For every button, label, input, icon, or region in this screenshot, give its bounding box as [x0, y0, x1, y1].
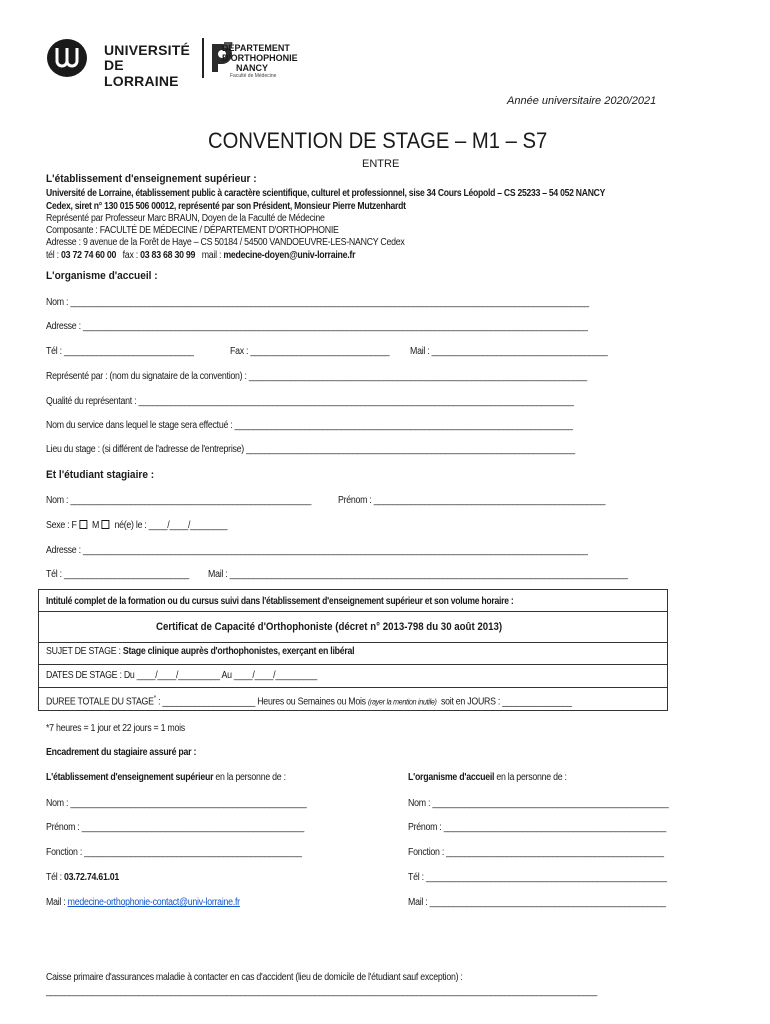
note-heures: *7 heures = 1 jour et 22 jours = 1 mois	[46, 723, 185, 734]
duree-totale-field[interactable]	[46, 695, 572, 707]
etudiant-mail-field[interactable]: Mail : ______________________________________________________________________________________	[208, 569, 628, 580]
etablissement-line-2: Cedex, siret n° 130 015 506 00012, représenté par son Président, Monsieur Pierre Mutzenhardt	[46, 201, 406, 212]
univ-logo-line-1: UNIVERSITÉ	[104, 42, 191, 58]
formation-divider-4	[39, 687, 667, 688]
formation-divider-1	[39, 611, 667, 612]
encadrement-heading: Encadrement du stagiaire assuré par :	[46, 747, 197, 758]
tuteur-org-prenom-field[interactable]: Prénom : ________________________________________________	[408, 822, 667, 833]
dates-de-stage-field[interactable]: DATES DE STAGE : Du ____/____/_________ Au ____/____/_________	[46, 670, 317, 681]
mail-label: Mail :	[46, 897, 68, 908]
etablissement-line-5: Adresse : 9 avenue de la Forêt de Haye – CS 50184 / 54500 VANDOEUVRE-LES-NANCY Cedex	[46, 237, 405, 248]
sexe-m-checkbox[interactable]	[102, 520, 110, 529]
tel-label: Tél :	[46, 872, 64, 883]
right-heading-bold: L'organisme d'accueil	[408, 772, 495, 783]
sexe-f-checkbox[interactable]	[79, 520, 87, 529]
tuteur-org-tel-field[interactable]: Tél : ____________________________________________________	[408, 872, 667, 883]
academic-year: Année universitaire 2020/2021	[507, 95, 657, 107]
etudiant-sexe-line	[46, 520, 227, 531]
dept-logo-line-1: DÉPARTEMENT	[222, 43, 290, 53]
organisme-represente-field[interactable]: Représenté par : (nom du signataire de la convention) : _________________________________________________________________________	[46, 371, 587, 382]
duree-jours-field[interactable]: soit en JOURS : _______________	[436, 696, 572, 708]
etudiant-tel-field[interactable]: Tél : ___________________________	[46, 569, 189, 580]
caisse-field[interactable]: _______________________________________________________________________________________________________________________	[46, 986, 597, 997]
dept-logo-line-3: NANCY	[236, 63, 269, 73]
tuteur-org-fonction-field[interactable]: Fonction : _______________________________________________	[408, 847, 664, 858]
etudiant-heading: Et l'étudiant stagiaire :	[46, 469, 155, 481]
organisme-lieu-field[interactable]: Lieu du stage : (si différent de l'adresse de l'entreprise) _______________________________________________________________________	[46, 444, 575, 455]
etablissement-heading: L'établissement d'enseignement supérieur :	[46, 173, 257, 185]
caisse-label: Caisse primaire d'assurances maladie à contacter en cas d'accident (lieu de domicile de l'étudiant sauf exception) :	[46, 972, 463, 983]
organisme-mail-field[interactable]: Mail : ______________________________________	[410, 346, 608, 357]
encadrement-right-heading	[408, 772, 567, 783]
fax-label: fax :	[116, 250, 141, 261]
page-title: CONVENTION DE STAGE – M1 – S7	[208, 128, 548, 153]
tuteur-org-mail-field[interactable]: Mail : ___________________________________________________	[408, 897, 666, 908]
tuteur-etab-tel	[46, 872, 119, 883]
organisme-nom-field[interactable]: Nom : ________________________________________________________________________________________________________________	[46, 297, 589, 308]
encadrement-left-heading	[46, 772, 286, 783]
left-heading-bold: L'établissement d'enseignement supérieur	[46, 772, 214, 783]
organisme-qualite-field[interactable]: Qualité du représentant : ______________________________________________________________________________________________	[46, 396, 574, 407]
organisme-service-field[interactable]: Nom du service dans lequel le stage sera effectué : _________________________________________________________________________	[46, 420, 573, 431]
etablissement-contact-line	[46, 250, 355, 261]
organisme-fax-field[interactable]: Fax : ______________________________	[230, 346, 390, 357]
formation-intitule: Intitulé complet de la formation ou du cursus suivi dans l'établissement d'enseignement supérieur et son volume horaire :	[46, 596, 514, 607]
etablissement-line-3: Représenté par Professeur Marc BRAUN, Doyen de la Faculté de Médecine	[46, 213, 325, 224]
sexe-label: Sexe : F	[46, 520, 77, 531]
formation-divider-2	[39, 642, 667, 643]
etudiant-nom-field[interactable]: Nom : ____________________________________________________	[46, 495, 312, 506]
etablissement-mail: medecine-doyen@univ-lorraine.fr	[223, 250, 356, 261]
duree-note: (rayer la mention inutile)	[367, 697, 437, 707]
tuteur-org-nom-field[interactable]: Nom : ___________________________________________________	[408, 798, 669, 809]
formation-certificat: Certificat de Capacité d'Orthophoniste (décret n° 2013-798 du 30 août 2013)	[156, 621, 503, 633]
tuteur-etab-mail-link[interactable]: medecine-orthophonie-contact@univ-lorraine.fr	[67, 897, 240, 908]
organisme-adresse-field[interactable]: Adresse : _____________________________________________________________________________________________________________	[46, 321, 588, 332]
right-heading-rest: en la personne de :	[494, 772, 567, 783]
formation-divider-3	[39, 664, 667, 665]
duree-footnote-marker: *	[153, 695, 156, 702]
etablissement-line-1: Université de Lorraine, établissement public à caractère scientifique, culturel et professionnel, sise 34 Cours Léopold – CS 25233 – 54 052 NANCY	[46, 188, 606, 199]
tuteur-etab-nom-field[interactable]: Nom : ___________________________________________________	[46, 798, 307, 809]
mail-label: mail :	[195, 250, 224, 261]
tuteur-etab-prenom-field[interactable]: Prénom : ________________________________________________	[46, 822, 305, 833]
universite-de-lorraine-logo	[46, 38, 196, 89]
etablissement-line-4: Composante : FACULTÉ DE MÉDECINE / DÉPARTEMENT D'ORTHOPHONIE	[46, 225, 339, 236]
sujet-label: SUJET DE STAGE :	[46, 646, 123, 657]
organisme-heading: L'organisme d'accueil :	[46, 270, 158, 282]
organisme-tel-field[interactable]: Tél : ____________________________	[46, 346, 194, 357]
left-heading-rest: en la personne de :	[213, 772, 286, 783]
sujet-de-stage-line	[46, 646, 354, 657]
etablissement-tel: 03 72 74 60 00	[61, 250, 117, 261]
duree-label: DUREE TOTALE DU STAGE	[46, 696, 154, 708]
date-naissance-field[interactable]: né(e) le : ____/____/________	[114, 520, 228, 531]
dept-logo-sub: Faculté de Médecine	[230, 73, 277, 79]
tuteur-etab-mail	[46, 897, 240, 908]
duree-heures-field[interactable]: : ____________________ Heures ou Semaines ou Mois	[155, 696, 368, 708]
tuteur-etab-fonction-field[interactable]: Fonction : _______________________________________________	[46, 847, 302, 858]
univ-logo-line-2: DE LORRAINE	[104, 57, 179, 89]
sexe-m-label: M	[92, 520, 100, 531]
sujet-value: Stage clinique auprès d'orthophonistes, exerçant en libéral	[122, 646, 355, 657]
logo-divider	[202, 38, 204, 78]
ul-logo-icon	[46, 38, 88, 78]
tel-label: tél :	[46, 250, 62, 261]
entre-label: ENTRE	[362, 158, 400, 170]
etablissement-fax: 03 83 68 30 99	[140, 250, 196, 261]
dept-logo-line-2: D'ORTHOPHONIE	[222, 53, 298, 63]
etudiant-prenom-field[interactable]: Prénom : __________________________________________________	[338, 495, 606, 506]
etudiant-adresse-field[interactable]: Adresse : _____________________________________________________________________________________________________________	[46, 545, 588, 556]
departement-orthophonie-logo	[206, 38, 346, 78]
tuteur-etab-tel-value: 03.72.74.61.01	[63, 872, 120, 883]
